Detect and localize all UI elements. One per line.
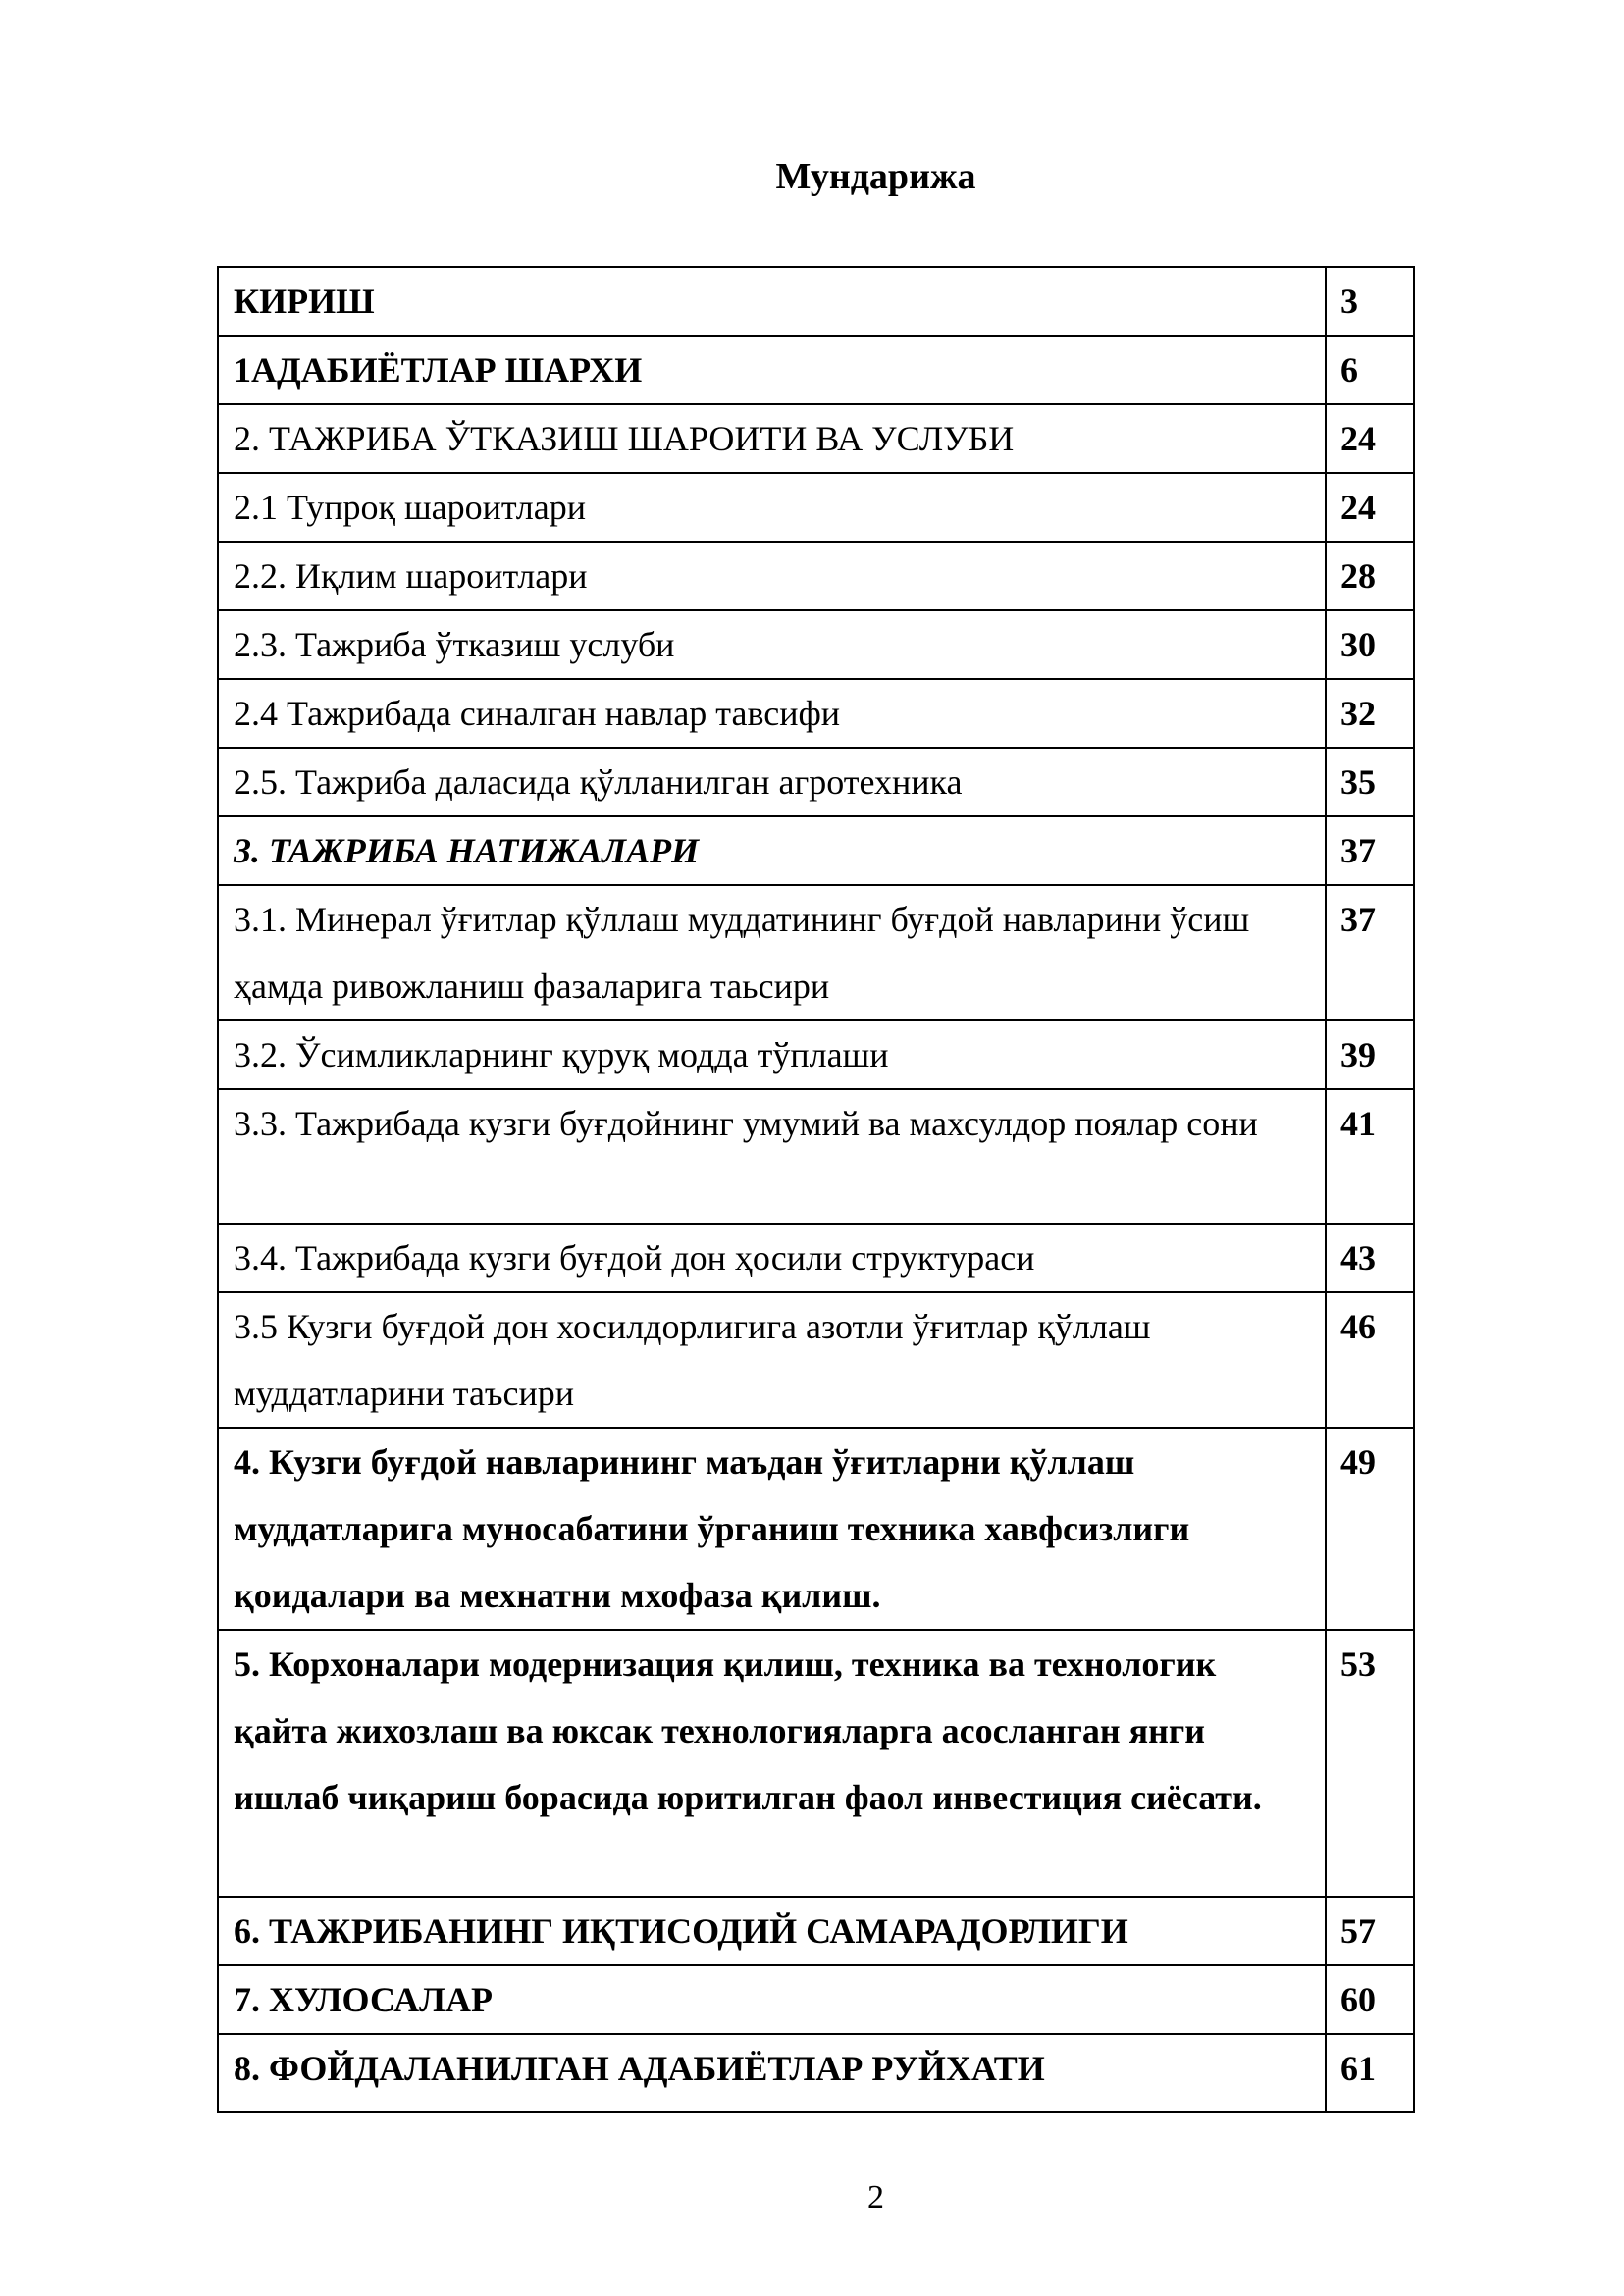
toc-entry-page: 28 bbox=[1326, 542, 1414, 610]
toc-row bbox=[218, 1965, 1414, 2034]
toc-entry-page: 24 bbox=[1326, 473, 1414, 542]
toc-body bbox=[218, 267, 1414, 2112]
toc-entry-page: 35 bbox=[1326, 748, 1414, 816]
toc-row bbox=[218, 1897, 1414, 1965]
toc-entry-text: 2.4 Тажрибада синалган навлар тавсифи bbox=[218, 679, 1326, 748]
toc-entry-page: 37 bbox=[1326, 885, 1414, 1020]
toc-entry-page: 43 bbox=[1326, 1224, 1414, 1292]
toc-row bbox=[218, 404, 1414, 473]
page-number: 2 bbox=[867, 2179, 884, 2216]
toc-entry-page: 32 bbox=[1326, 679, 1414, 748]
toc-row bbox=[218, 1089, 1414, 1224]
toc-entry-page: 3 bbox=[1326, 267, 1414, 336]
toc-entry-text: 6. ТАЖРИБАНИНГ ИҚТИСОДИЙ САМАРАДОРЛИГИ bbox=[218, 1897, 1326, 1965]
toc-entry-text: КИРИШ bbox=[218, 267, 1326, 336]
table-of-contents bbox=[217, 266, 1415, 2113]
toc-row bbox=[218, 610, 1414, 679]
toc-entry-text: 8. ФОЙДАЛАНИЛГАН АДАБИЁТЛАР РУЙХАТИ bbox=[218, 2034, 1326, 2112]
toc-row bbox=[218, 748, 1414, 816]
toc-entry-page: 53 bbox=[1326, 1630, 1414, 1897]
toc-entry-page: 60 bbox=[1326, 1965, 1414, 2034]
toc-entry-text: 3.4. Тажрибада кузги буғдой дон ҳосили структураси bbox=[218, 1224, 1326, 1292]
toc-entry-text: 2.5. Тажриба даласида қўлланилган агротехника bbox=[218, 748, 1326, 816]
toc-row bbox=[218, 816, 1414, 885]
toc-row bbox=[218, 267, 1414, 336]
toc-entry-page: 41 bbox=[1326, 1089, 1414, 1224]
toc-row bbox=[218, 336, 1414, 404]
toc-row bbox=[218, 2034, 1414, 2112]
toc-row bbox=[218, 1630, 1414, 1897]
toc-entry-page: 39 bbox=[1326, 1020, 1414, 1089]
toc-row bbox=[218, 679, 1414, 748]
toc-entry-page: 57 bbox=[1326, 1897, 1414, 1965]
document-title: Мундарижа bbox=[775, 156, 976, 197]
toc-entry-text: 2.2. Иқлим шароитлари bbox=[218, 542, 1326, 610]
toc-entry-page: 6 bbox=[1326, 336, 1414, 404]
toc-entry-page: 61 bbox=[1326, 2034, 1414, 2112]
toc-entry-text: 4. Кузги буғдой навларининг маъдан ўғитларни қўллаш муддатларига муносабатини ўрганиш техника хавфсизлиги қоидалари ва мехнатни мхофаза қилиш. bbox=[218, 1428, 1326, 1630]
toc-entry-text: 3. ТАЖРИБА НАТИЖАЛАРИ bbox=[218, 816, 1326, 885]
toc-entry-text: 7. ХУЛОСАЛАР bbox=[218, 1965, 1326, 2034]
toc-entry-text: 3.1. Минерал ўғитлар қўллаш муддатининг буғдой навларини ўсиш ҳамда ривожланиш фазаларига таьсири bbox=[218, 885, 1326, 1020]
toc-row bbox=[218, 1224, 1414, 1292]
toc-entry-text: 3.5 Кузги буғдой дон хосилдорлигига азотли ўғитлар қўллаш муддатларини таъсири bbox=[218, 1292, 1326, 1428]
toc-row bbox=[218, 1292, 1414, 1428]
toc-row bbox=[218, 885, 1414, 1020]
toc-row bbox=[218, 1428, 1414, 1630]
toc-entry-page: 49 bbox=[1326, 1428, 1414, 1630]
toc-entry-text: 3.3. Тажрибада кузги буғдойнинг умумий ва махсулдор поялар сони bbox=[218, 1089, 1326, 1224]
toc-row bbox=[218, 1020, 1414, 1089]
toc-entry-page: 46 bbox=[1326, 1292, 1414, 1428]
toc-entry-text: 2. ТАЖРИБА ЎТКАЗИШ ШАРОИТИ ВА УСЛУБИ bbox=[218, 404, 1326, 473]
toc-entry-text: 2.3. Тажриба ўтказиш услуби bbox=[218, 610, 1326, 679]
toc-row bbox=[218, 473, 1414, 542]
toc-entry-page: 24 bbox=[1326, 404, 1414, 473]
toc-entry-text: 5. Корхоналари модернизация қилиш, техника ва технологик қайта жихозлаш ва юксак технологияларга асосланган янги ишлаб чиқариш борасида юритилган фаол инвестиция сиёсати. bbox=[218, 1630, 1326, 1897]
toc-entry-text: 1АДАБИЁТЛАР ШАРХИ bbox=[218, 336, 1326, 404]
toc-entry-text: 3.2. Ўсимликларнинг қуруқ модда тўплаши bbox=[218, 1020, 1326, 1089]
toc-row bbox=[218, 542, 1414, 610]
toc-entry-text: 2.1 Тупроқ шароитлари bbox=[218, 473, 1326, 542]
toc-entry-page: 37 bbox=[1326, 816, 1414, 885]
toc-entry-page: 30 bbox=[1326, 610, 1414, 679]
